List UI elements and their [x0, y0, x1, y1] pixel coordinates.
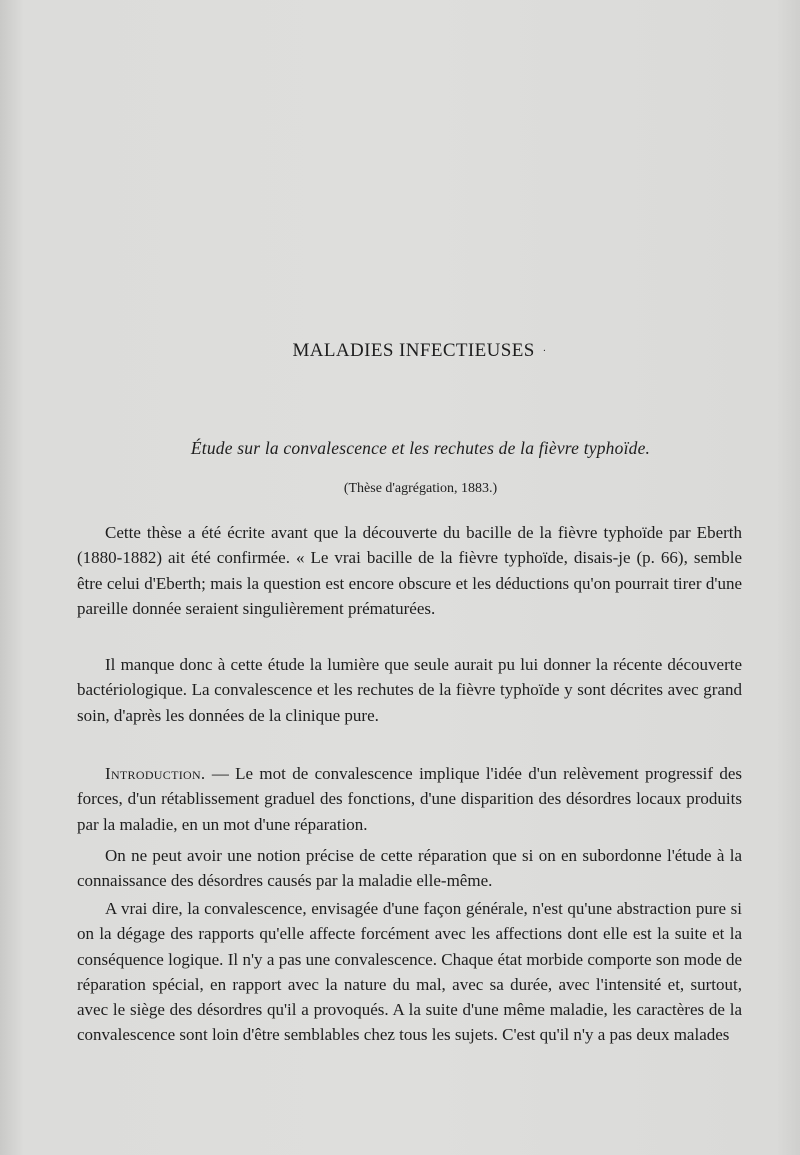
- section-title-text: MALADIES INFECTIEUSES: [292, 340, 535, 361]
- work-title: Étude sur la convalescence et les rechutes de la fièvre typhoïde.: [190, 438, 651, 458]
- introduction-text: — Le mot de convalescence implique l'idée d'un relèvement progressif des forces, d'un rétablissement graduel des fonctions, d'une disparition des désordres locaux produits par la maladie, en un mot d'une réparation.: [77, 764, 742, 834]
- paragraph-bacillus: Cette thèse a été écrite avant que la découverte du bacille de la fièvre typhoïde par Eberth (1880-1882) ait été confirmée. « Le vrai bacille de la fièvre typhoïde, disais-je (p. 66), semble être celui d'Eberth; mais la question est encore obscure et les déductions qu'on pourrait tirer d'une pareille donnée seraient singulièrement prématurées.: [77, 523, 742, 618]
- section-title-dot: ·: [542, 346, 547, 358]
- paragraph-bacteriology: Il manque donc à cette étude la lumière que seule aurait pu lui donner la récente découverte bactériologique. La convalescence et les rechutes de la fièvre typhoïde y sont décrites avec grand soin, d'après les données de la clinique pure.: [77, 655, 742, 725]
- introduction-heading: Introduction.: [105, 764, 206, 783]
- paragraph-introduction: [77, 761, 742, 837]
- thesis-note: (Thèse d'agrégation, 1883.): [343, 481, 498, 496]
- paragraph-notion: On ne peut avoir une notion précise de cette réparation que si on en subordonne l'étude à la connaissance des désordres causés par la maladie elle-même.: [77, 846, 742, 891]
- paragraph-abstraction: A vrai dire, la convalescence, envisagée d'une façon générale, n'est qu'une abstraction pure si on la dégage des rapports qu'elle affecte forcément avec les affections dont elle est la suite et la conséquence logique. Il n'y a pas une convalescence. Chaque état morbide comporte son mode de réparation spécial, en rapport avec la nature du mal, avec sa durée, avec l'intensité et, surtout, avec le siège des désordres qu'il a provoqués. A la suite d'une même maladie, les caractères de la convalescence sont loin d'être semblables chez tous les sujets. C'est qu'il n'y a pas deux malades: [77, 899, 742, 1045]
- section-title: [77, 340, 742, 362]
